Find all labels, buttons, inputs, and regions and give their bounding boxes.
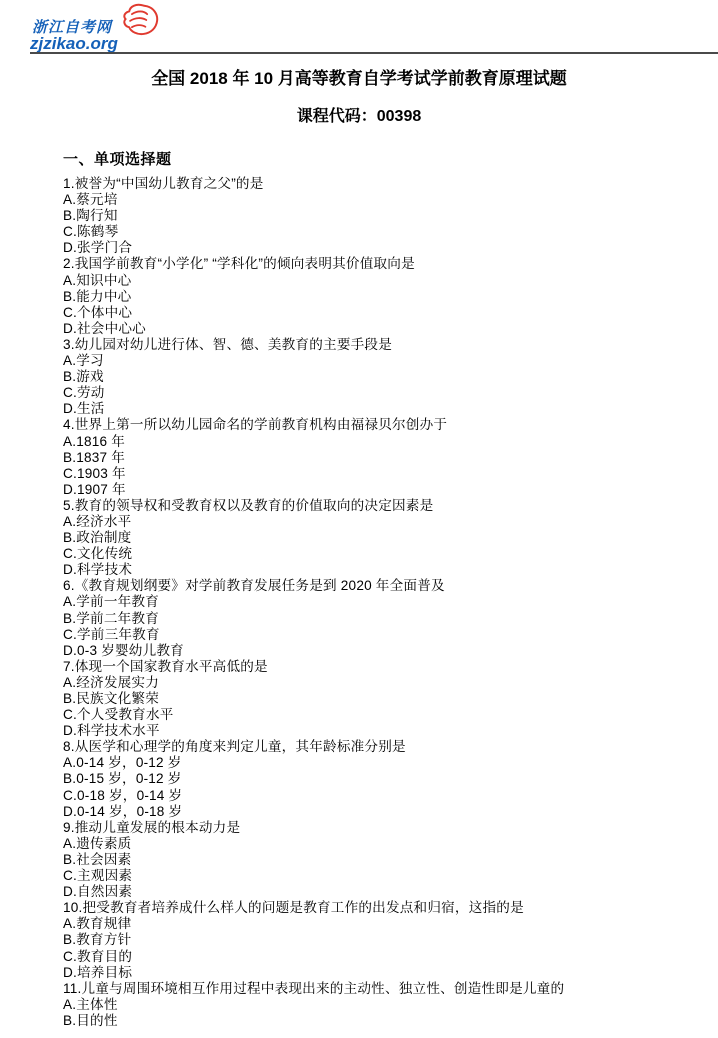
question-text: 7.体现一个国家教育水平高低的是 [63, 658, 268, 674]
question-option: C.学前三年教育 [63, 626, 160, 642]
exam-title: 全国 2018 年 10 月高等教育自学考试学前教育原理试题 [151, 69, 567, 88]
question-option: C.个人受教育水平 [63, 707, 174, 723]
question-option: B.目的性 [63, 1012, 118, 1028]
question-option: C.文化传统 [63, 546, 133, 562]
question-option: D.培养目标 [63, 964, 133, 980]
question-option: A.蔡元培 [63, 192, 118, 208]
question-option: A.主体性 [63, 996, 118, 1012]
question-option: B.1837 年 [63, 449, 126, 465]
question-item [63, 981, 710, 1029]
question-item [63, 498, 710, 578]
question-option: A.遗传素质 [63, 835, 132, 851]
question-option: A.0-14 岁，0-12 岁 [63, 755, 182, 771]
question-option: C.劳动 [63, 385, 105, 401]
logo-site-url: zjzikao.org [30, 34, 118, 53]
question-option: A.知识中心 [63, 272, 132, 288]
question-text: 3.幼儿园对幼儿进行体、智、德、美教育的主要手段是 [63, 336, 392, 352]
question-option: A.学前一年教育 [63, 594, 160, 610]
question-option: B.民族文化繁荣 [63, 691, 160, 706]
question-item [63, 256, 710, 336]
question-item [63, 417, 710, 497]
question-option: B.0-15 岁，0-12 岁 [63, 771, 182, 787]
question-item [63, 659, 710, 739]
question-text: 1.被誉为“中国幼儿教育之父”的是 [63, 176, 264, 191]
question-option: D.自然因素 [63, 884, 133, 900]
logo-site-name: 浙江自考网 [32, 19, 113, 36]
question-text: 4.世界上第一所以幼儿园命名的学前教育机构由福禄贝尔创办于 [63, 417, 448, 433]
question-item [63, 739, 710, 819]
question-text: 10.把受教育者培养成什么样人的问题是教育工作的出发点和归宿，这指的是 [63, 900, 524, 916]
question-option: A.教育规律 [63, 916, 132, 932]
question-option: B.陶行知 [63, 208, 118, 224]
question-option: C.陈鹤琴 [63, 224, 119, 240]
question-option: B.学前二年教育 [63, 610, 160, 626]
fist-icon [120, 2, 160, 38]
question-option: C.教育目的 [63, 948, 133, 964]
question-option: A.经济发展实力 [63, 674, 160, 690]
question-option: B.社会因素 [63, 851, 132, 867]
question-option: C.0-18 岁，0-14 岁 [63, 787, 183, 803]
question-option: D.0-3 岁婴幼儿教育 [63, 642, 184, 658]
course-code: 课程代码：00398 [296, 108, 422, 125]
question-item [63, 820, 710, 900]
question-option: D.科学技术 [63, 562, 133, 578]
question-option: C.个体中心 [63, 304, 133, 320]
question-item [63, 900, 710, 980]
question-text: 2.我国学前教育“小学化” “学科化”的倾向表明其价值取向是 [63, 256, 415, 272]
question-item [63, 578, 710, 658]
question-option: B.教育方针 [63, 932, 132, 948]
question-list [63, 176, 710, 1029]
question-option: D.生活 [63, 401, 105, 417]
question-text: 9.推动儿童发展的根本动力是 [63, 819, 241, 835]
question-option: D.张学门合 [63, 240, 133, 256]
question-option: B.能力中心 [63, 288, 132, 304]
section-heading: 一、单项选择题 [63, 151, 172, 168]
site-logo[interactable] [30, 2, 180, 52]
question-option: A.1816 年 [63, 433, 126, 449]
question-option: A.经济水平 [63, 513, 132, 529]
question-text: 11.儿童与周围环境相互作用过程中表现出来的主动性、独立性、创造性即是儿童的 [63, 980, 565, 996]
question-text: 6.《教育规划纲要》对学前教育发展任务是到 2020 年全面普及 [63, 578, 445, 594]
header-divider [30, 52, 718, 54]
question-option: D.1907 年 [63, 481, 126, 497]
question-option: C.1903 年 [63, 465, 126, 481]
question-item [63, 337, 710, 417]
question-text: 8.从医学和心理学的角度来判定儿童，其年龄标准分别是 [63, 739, 406, 755]
question-option: B.游戏 [63, 369, 104, 385]
question-text: 5.教育的领导权和受教育权以及教育的价值取向的决定因素是 [63, 497, 434, 513]
question-option: D.社会中心心 [63, 320, 146, 336]
question-option: D.科学技术水平 [63, 723, 160, 739]
question-option: D.0-14 岁，0-18 岁 [63, 803, 183, 819]
question-item [63, 176, 710, 256]
question-option: B.政治制度 [63, 530, 132, 546]
question-option: A.学习 [63, 353, 104, 369]
question-option: C.主观因素 [63, 868, 133, 884]
